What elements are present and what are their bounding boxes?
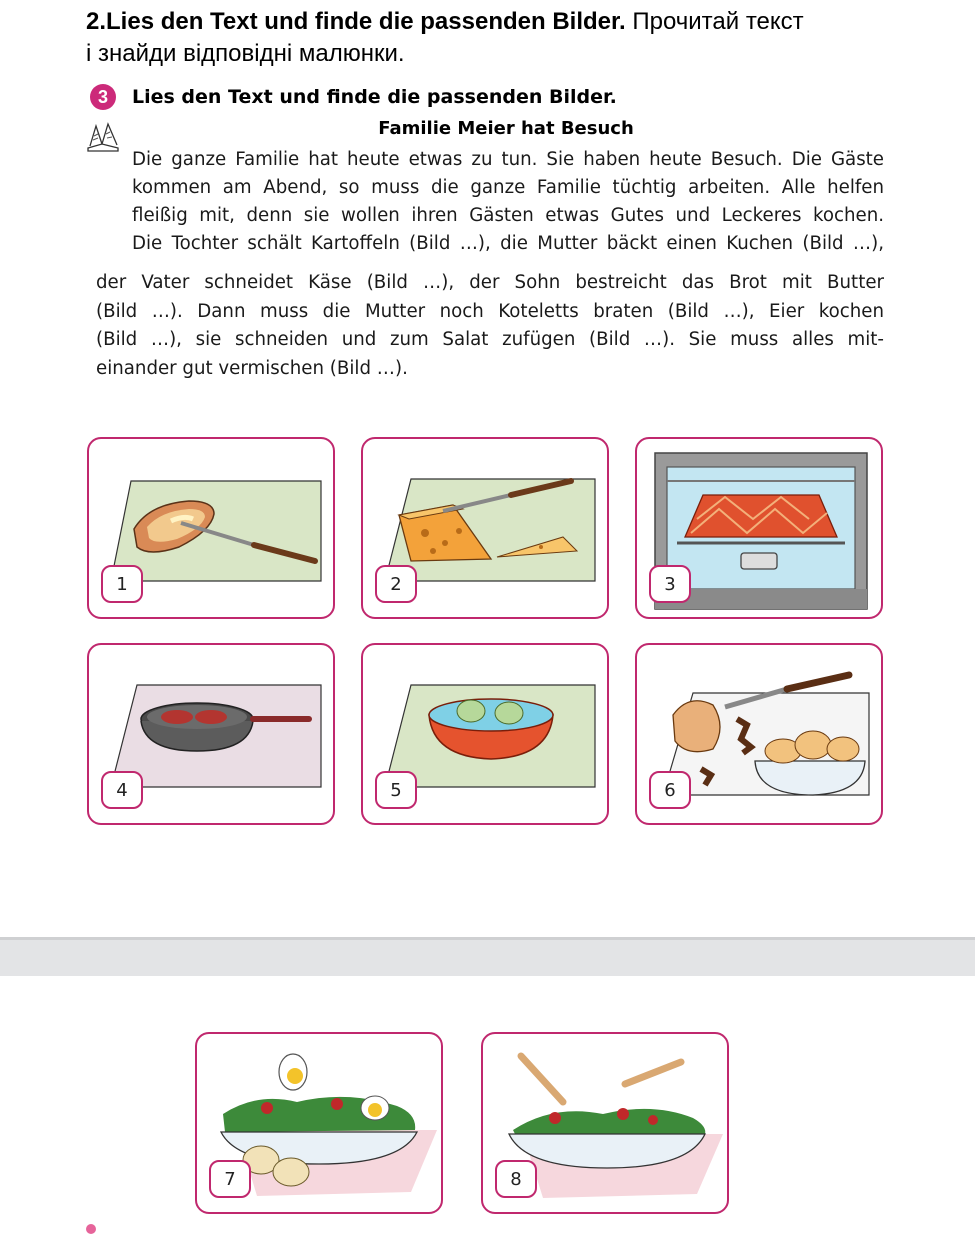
picture-number-4: 4 [101,771,143,809]
story-paragraph-2 [96,269,884,384]
picture-card-5 [361,643,609,825]
story-paragraph-1 [132,146,884,258]
text-line: (Bild …), sie schneiden und zum Salat zufügen (Bild …). Sie muss alles mit- [96,329,884,351]
exercise-heading [86,6,916,70]
picture-number-3: 3 [649,565,691,603]
picture-number-5: 5 [375,771,417,809]
picture-number-7: 7 [209,1160,251,1198]
page-separator [0,937,975,976]
picture-card-6 [635,643,883,825]
picture-card-1 [87,437,335,619]
exercise-instruction [90,82,617,112]
exercise-title: Lies den Text und finde die passenden Bilder. [132,86,617,108]
picture-card-3 [635,437,883,619]
reading-book-icon [86,120,120,154]
next-exercise-badge-edge [86,1224,96,1234]
picture-number-1: 1 [101,565,143,603]
picture-number-8: 8 [495,1160,537,1198]
text-line: kommen am Abend, so muss die ganze Familie tüchtig arbeiten. Alle helfen [132,177,884,198]
text-line: der Vater schneidet Käse (Bild …), der Sohn bestreicht das Brot mit Butter [96,272,884,293]
picture-number-2: 2 [375,565,417,603]
heading-german: 2.Lies den Text und finde die passenden Bilder. [86,8,626,35]
heading-ukrainian-line2: і знайди відповідні малюнки. [86,40,405,67]
heading-ukrainian-line1: Прочитай текст [625,8,804,35]
picture-card-4 [87,643,335,825]
text-line: fleißig mit, denn sie wollen ihren Gästen etwas Gutes und Leckeres kochen. [132,205,884,226]
picture-card-8 [481,1032,729,1214]
story-title: Familie Meier hat Besuch [378,118,634,139]
text-line: einander gut vermischen (Bild …). [96,358,408,380]
picture-number-6: 6 [649,771,691,809]
text-line: (Bild …). Dann muss die Mutter noch Koteletts braten (Bild …), Eier kochen [96,300,884,322]
picture-card-7 [195,1032,443,1214]
text-line: Die Tochter schält Kartoffeln (Bild …), die Mutter bäckt einen Kuchen (Bild …), [132,233,884,254]
exercise-number-badge: 3 [90,84,116,110]
text-line: Die ganze Familie hat heute etwas zu tun. Sie haben heute Besuch. Die Gäste [132,149,884,170]
picture-card-2 [361,437,609,619]
